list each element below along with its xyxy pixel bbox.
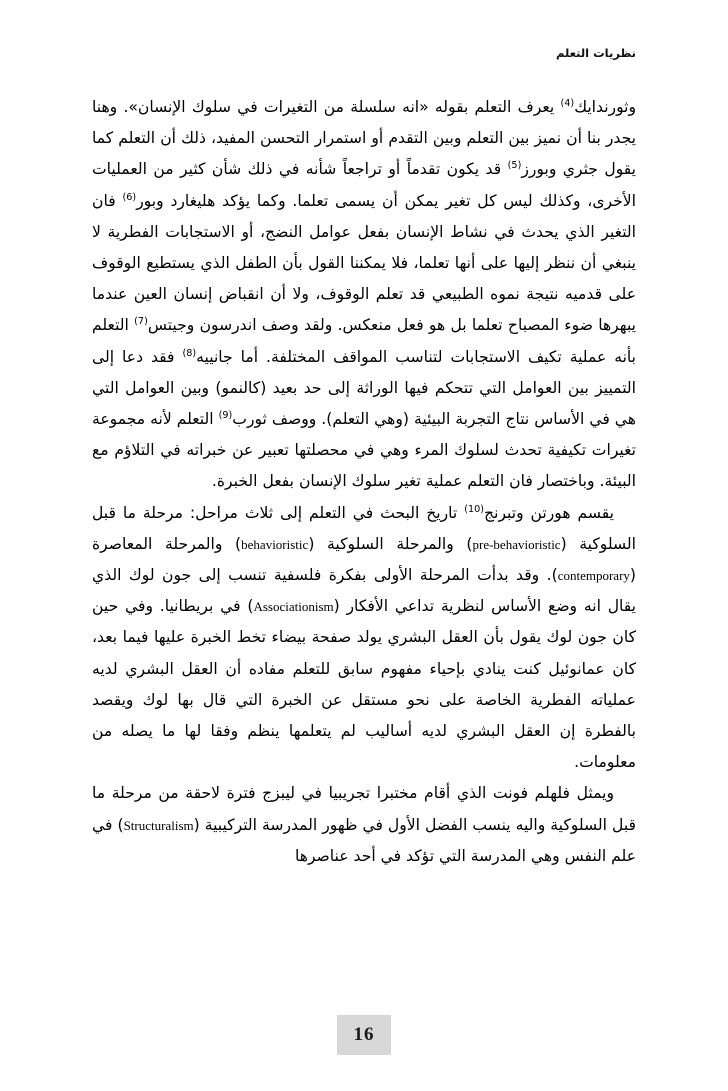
footnote-marker: (6) xyxy=(122,191,137,203)
footnote-marker: (8) xyxy=(182,347,197,359)
paragraph: يقسم هورتن وتبرنج$^{(10)}$ تاريخ البحث في التعلم إلى ثلاث مراحل: مرحلة ما قبل السلوكية (pre-behavioristic) والمرحلة السلوكية (behavioristic) والمرحلة المعاصرة (contemporary). وقد بدأت المرحلة الأولى بفكرة فلسفية تنسب إلى جون لوك الذي يقال انه وضع الأساس لنظرية تداعي الأفكار (Associationism) في بريطانيا. وفي حين كان جون لوك يقول بأن العقل البشري يولد صفحة بيضاء تخط الخبرة عليها فيما بعد، كان عمانوئيل كنت ينادي بإحياء مفهوم سابق للتعلم مفاده أن العقل البشري لديه عملياته الفطرية الخاصة على نحو مستقل عن الخبرة التي قال بها لوك ويقصد بالفطرة إن العقل البشري لديه أساليب لم يتعلمها ينظم وفقا لها ما يصله من معلومات. xyxy=(92,503,637,772)
body-text-column xyxy=(92,92,636,872)
footnote-marker: (10) xyxy=(464,503,485,515)
running-head: نظريات التعلم xyxy=(555,46,636,60)
latin-term: pre-behavioristic xyxy=(472,536,561,552)
page-number: 16 xyxy=(337,1015,391,1055)
footnote-marker: (5) xyxy=(507,160,522,172)
paragraph: ويمثل فلهلم فونت الذي أقام مختبرا تجريبيا في ليبزج فترة لاحقة من مرحلة ما قبل السلوكية واليه ينسب الفضل الأول في ظهور المدرسة التركيبية (Structuralism) في علم النفس وهي المدرسة التي تؤكد في أحد عناصرها xyxy=(92,784,636,865)
footnote-marker: (9) xyxy=(218,409,233,421)
latin-term: Structuralism xyxy=(123,817,194,833)
latin-term: behavioristic xyxy=(241,536,309,552)
latin-term: contemporary xyxy=(557,568,630,584)
page-footer xyxy=(0,1015,728,1055)
paragraph: وثورندايك$^{(4)}$ يعرف التعلم بقوله «انه سلسلة من التغيرات في سلوك الإنسان». وهنا يجدر بنا أن نميز بين التعلم وبين التقدم أو استمرار التحسن المفيد، ذلك أن التعلم كما يقول جثري وبورز$^{(5)}$ قد يكون تقدماً أو تراجعاً شأنه في ذلك شأن كثير من العمليات الأخرى، وكذلك ليس كل تغير يمكن أن يسمى تعلما. وكما يؤكد هليغارد وبور$^{(6)}$ فان التغير الذي يحدث في نشاط الإنسان بفعل عوامل النضج، أو الاستجابات الفطرية لا ينبغي أن ننظر إليها على أنها تعلما، فلا يمكننا القول بأن الطفل الذي يستطيع الوقوف على قدميه نتيجة نموه الطبيعي قد تعلم الوقوف، ولا أن انقباض إنسان العين عندما يبهرها ضوء المصباح تعلما بل هو فعل منعكس. ولقد وصف اندرسون وجيتس$^{(7)}$ التعلم بأنه عملية تكيف الاستجابات لتناسب المواقف المختلفة. أما جانييه$^{(8)}$ فقد دعا إلى التمييز بين العوامل التي تتحكم فيها الوراثة إلى حد بعيد (كالنمو) وبين العوامل التي هي في الأساس نتاج التجربة البيئية (وهي التعلم). ووصف ثورب$^{(9)}$ التعلم لأنه مجموعة تغيرات تكيفية تحدث لسلوك المرء وهي في محصلتها تعبير عن خبراته في التلاؤم مع البيئة. وباختصار فان التعلم عملية تغير سلوك الإنسان بفعل الخبرة. xyxy=(92,97,637,491)
footnote-marker: (7) xyxy=(134,316,148,328)
footnote-marker: (4) xyxy=(560,97,575,109)
latin-term: Associationism xyxy=(253,599,334,615)
